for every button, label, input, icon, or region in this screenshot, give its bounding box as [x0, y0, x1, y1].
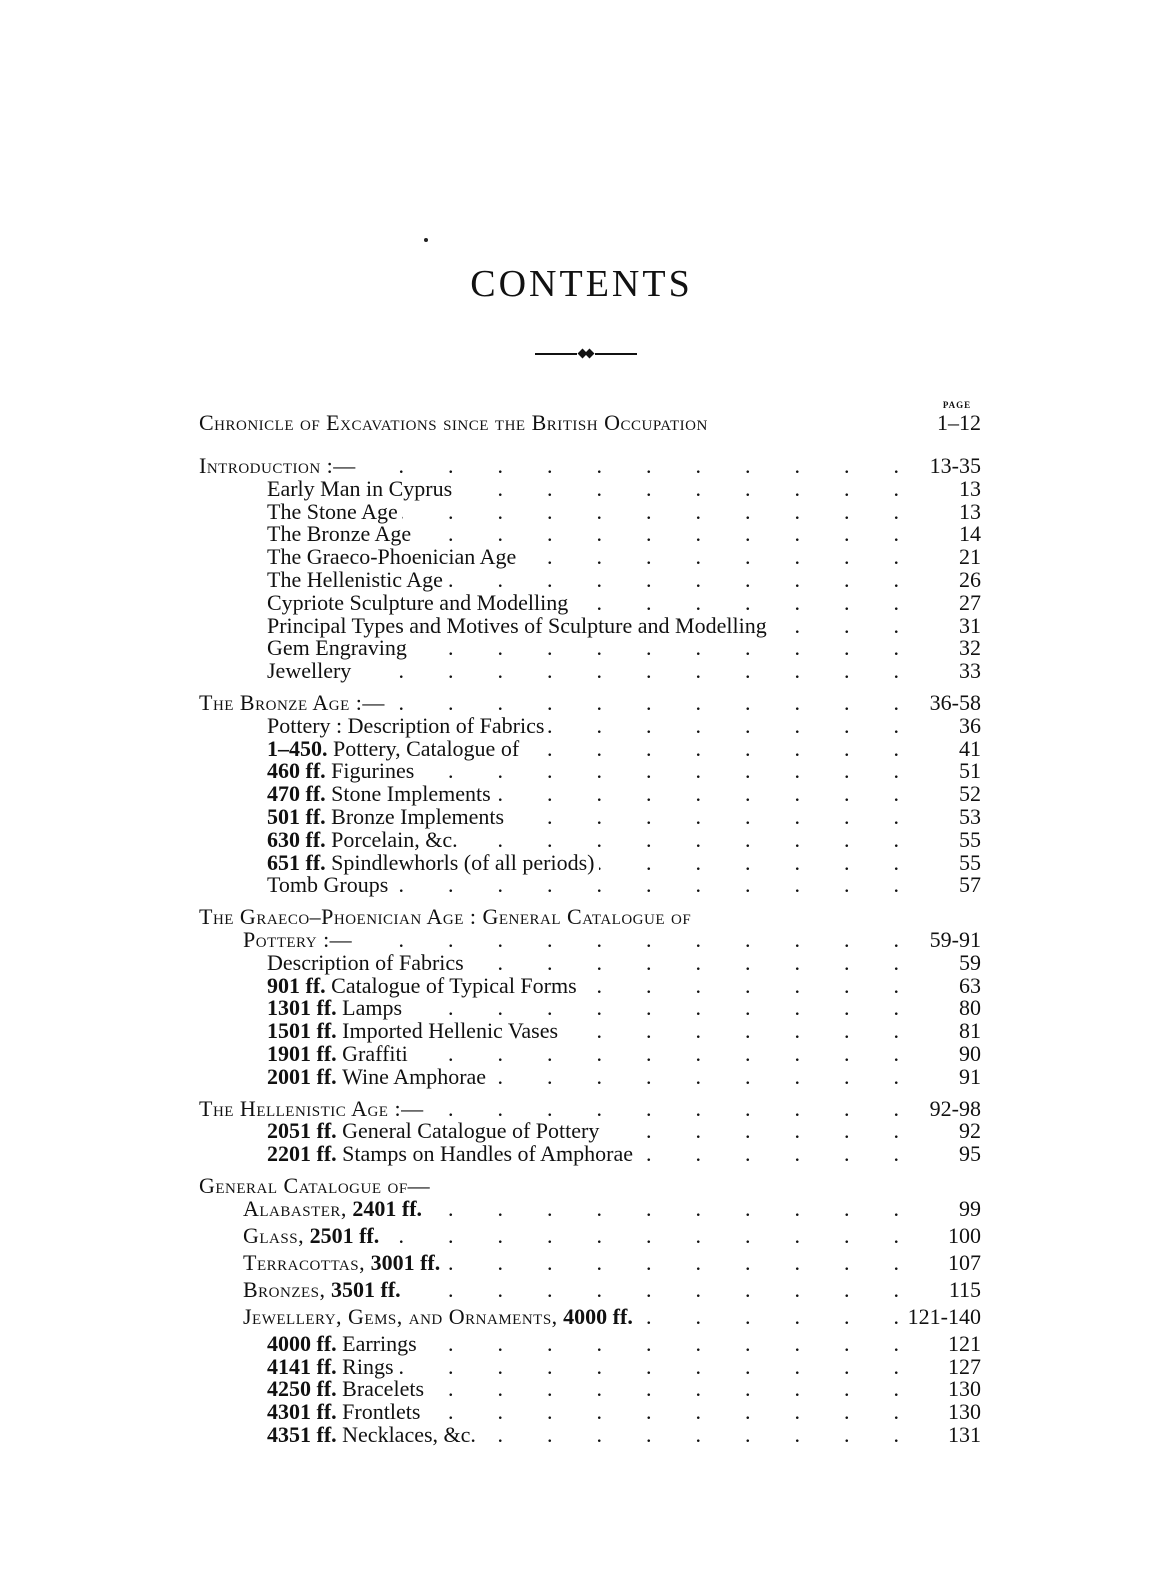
toc-entry: [199, 455, 981, 478]
toc-entry: [199, 874, 981, 897]
catalogue-number: 501 ff.: [267, 803, 332, 829]
toc-entry-text: Cypriote Sculpture and Modelling: [267, 589, 569, 615]
toc-entry-title: [199, 735, 523, 761]
catalogue-number: 4000 ff.: [267, 1330, 343, 1356]
toc-entry: [199, 826, 981, 852]
catalogue-number: 2001 ff.: [267, 1063, 343, 1089]
toc-entry-title: [199, 1353, 398, 1379]
toc-entry-title: [199, 760, 418, 783]
catalogue-number: 3501 ff.: [325, 1276, 401, 1302]
toc-entry: [199, 612, 981, 638]
toc-entry: [199, 546, 981, 569]
page-number: 81: [959, 1018, 981, 1044]
toc-entry-text: Figurines: [331, 758, 415, 784]
toc-entry-title: [199, 1063, 490, 1089]
catalogue-number: 2401 ff.: [346, 1195, 423, 1221]
toc-entry-text: Spindlewhorls (of all periods): [331, 849, 595, 875]
toc-entry-title: [199, 1421, 480, 1447]
toc-entry: [199, 760, 981, 783]
toc-entry-text: Necklaces, &c.: [342, 1421, 476, 1447]
toc-entry: [199, 1303, 981, 1333]
catalogue-number: 1–450.: [267, 735, 333, 761]
page-number: 57: [959, 872, 981, 898]
leader-dots: [581, 975, 899, 998]
toc-entry-title: [199, 1172, 434, 1198]
toc-entry-text: Frontlets: [342, 1399, 421, 1425]
catalogue-number: 2501 ff.: [304, 1222, 380, 1248]
toc-entry: [199, 660, 981, 683]
toc-entry-title: [199, 874, 392, 897]
toc-entry-title: [199, 1120, 603, 1143]
toc-entry: [199, 1249, 981, 1279]
toc-entry-text: Stamps on Handles of Amphorae: [342, 1141, 634, 1167]
toc-entry: [199, 589, 981, 615]
toc-entry-title: [199, 906, 695, 929]
toc-entry-title: [199, 1040, 412, 1066]
toc-entry: [199, 1120, 981, 1143]
toc-entry-text: Jewellery: [267, 658, 352, 684]
toc-entry: [199, 783, 981, 806]
toc-entry-text: Chronicle of Excavations since the British Occupation: [199, 410, 708, 435]
page-number: 130: [948, 1376, 981, 1402]
catalogue-number: 901 ff.: [267, 972, 332, 998]
page-number: 121: [948, 1330, 981, 1356]
catalogue-number: 4351 ff.: [267, 1421, 343, 1447]
toc-entry-text: The Bronze Age: [267, 521, 412, 547]
leader-dots: [424, 1401, 899, 1424]
toc-entry-text: Pottery, Catalogue of: [333, 735, 520, 761]
toc-entry-title: [199, 1095, 428, 1121]
leader-dots: [389, 692, 899, 715]
toc-entry: [199, 1378, 981, 1401]
toc-entry: [199, 1063, 981, 1089]
toc-entry: [199, 1401, 981, 1424]
leader-dots: [548, 715, 899, 738]
toc-entry-title: [199, 803, 508, 829]
page-number: 1–12: [937, 410, 981, 435]
toc-entry-title: [199, 1249, 444, 1275]
toc-entry-title: [199, 546, 520, 569]
toc-entry-title: [199, 612, 771, 638]
page-number: 92: [959, 1118, 981, 1144]
toc-entry: [199, 689, 981, 715]
page-number: 13: [959, 498, 981, 524]
toc-entry: [199, 1143, 981, 1166]
toc-entry: [199, 906, 981, 929]
leader-dots: [411, 637, 899, 660]
page-number: 31: [959, 612, 981, 638]
catalogue-number: 630 ff.: [267, 826, 332, 852]
page-number: 121-140: [907, 1303, 981, 1329]
toc-entry-title: [199, 783, 495, 806]
page-number: 127: [948, 1353, 981, 1379]
toc-entry: [199, 523, 981, 546]
toc-entry: [199, 997, 981, 1020]
catalogue-number: 1901 ff.: [267, 1040, 343, 1066]
toc-entry-text: Principal Types and Motives of Sculpture and Modelling: [267, 612, 767, 638]
toc-entry-text: Terracottas,: [243, 1249, 366, 1275]
toc-entry-text: General Catalogue of Pottery: [342, 1118, 600, 1144]
leader-dots: [523, 738, 899, 761]
page-number: 100: [948, 1222, 981, 1248]
toc-entry-text: Porcelain, &c.: [331, 826, 458, 852]
toc-entry-text: Alabaster,: [243, 1195, 347, 1221]
page-number: 99: [959, 1195, 981, 1221]
toc-entry-title: [199, 826, 462, 852]
catalogue-number: 4301 ff.: [267, 1399, 343, 1425]
catalogue-number: 651 ff.: [267, 849, 332, 875]
page-number: 95: [959, 1141, 981, 1167]
leader-dots: [508, 806, 899, 829]
toc-entry-title: [199, 566, 447, 592]
toc-entry-text: Gem Engraving: [267, 635, 407, 661]
page-number: 26: [959, 566, 981, 592]
toc-entry-text: Jewellery, Gems, and Ornaments,: [243, 1303, 558, 1329]
toc-entry-title: [199, 1303, 637, 1329]
toc-entry-text: Lamps: [342, 995, 403, 1021]
leader-dots: [771, 615, 899, 638]
leader-dots: [637, 1143, 899, 1166]
leader-dots: [392, 874, 899, 897]
page-number: 107: [948, 1249, 981, 1275]
page-number: 36-58: [929, 689, 981, 715]
toc-entry-title: [199, 660, 355, 683]
toc-entry: [199, 1040, 981, 1066]
leader-dots: [480, 1424, 899, 1447]
leader-dots: [405, 1279, 899, 1302]
toc-entry: [199, 949, 981, 975]
toc-entry-title: [199, 926, 356, 952]
leader-dots: [406, 997, 899, 1020]
toc-entry-title: [199, 498, 402, 524]
catalogue-number: 4000 ff.: [557, 1303, 633, 1329]
toc-entry: [199, 849, 981, 875]
catalogue-number: 4250 ff.: [267, 1376, 343, 1402]
page-number: 41: [959, 735, 981, 761]
leader-dots: [426, 1198, 899, 1221]
toc-entry: [199, 1276, 981, 1306]
page-number: 51: [959, 758, 981, 784]
leader-dots: [418, 760, 899, 783]
catalogue-number: 1501 ff.: [267, 1018, 343, 1044]
toc-entry-text: General Catalogue of—: [199, 1172, 431, 1198]
leader-dots: [444, 1252, 899, 1275]
toc-entry-text: The Hellenistic Age: [267, 566, 443, 592]
page-number: 63: [959, 972, 981, 998]
leader-dots: [415, 523, 899, 546]
toc-entry-title: [199, 949, 468, 975]
page-number: 55: [959, 849, 981, 875]
leader-dots: [468, 952, 899, 975]
toc-entry: [199, 412, 981, 446]
leader-dots: [412, 1043, 899, 1066]
toc-entry: [199, 1095, 981, 1121]
toc-entry-text: Wine Amphorae: [342, 1063, 487, 1089]
page-number: 21: [959, 544, 981, 570]
toc-entry-title: [199, 637, 411, 660]
page-number: 52: [959, 781, 981, 807]
toc-entry-text: Pottery :—: [243, 926, 353, 952]
toc-entry: [199, 1195, 981, 1225]
page-number: 27: [959, 589, 981, 615]
toc-entry-title: [199, 972, 581, 998]
page-title: CONTENTS: [470, 263, 693, 305]
leader-dots: [421, 1333, 899, 1356]
toc-entry: [199, 566, 981, 592]
toc-entry-text: Glass,: [243, 1222, 305, 1248]
page-number: 80: [959, 995, 981, 1021]
page-number: 53: [959, 803, 981, 829]
page-number: 90: [959, 1040, 981, 1066]
toc-entry-text: Tomb Groups: [267, 872, 389, 898]
catalogue-number: 2051 ff.: [267, 1118, 343, 1144]
leader-dots: [428, 1378, 899, 1401]
leader-dots: [355, 660, 899, 683]
toc-entry: [199, 712, 981, 738]
toc-entry: [199, 1020, 981, 1043]
toc-entry-text: Introduction :—: [199, 453, 356, 478]
leader-dots: [462, 829, 899, 852]
toc-entry-text: Pottery : Description of Fabrics: [267, 712, 545, 738]
toc-entry: [199, 1222, 981, 1252]
toc-entry: [199, 1421, 981, 1447]
leader-dots: [490, 1066, 899, 1089]
toc-entry-text: Rings: [342, 1353, 394, 1379]
page-number: 33: [959, 658, 981, 684]
toc-entry-text: The Hellenistic Age :—: [199, 1095, 424, 1121]
toc-entry-title: [199, 1330, 421, 1356]
catalogue-number: 470 ff.: [267, 781, 332, 807]
toc-entry-title: [199, 1222, 383, 1248]
toc-entry-text: Imported Hellenic Vases: [342, 1018, 559, 1044]
toc-entry-title: [199, 1195, 426, 1221]
toc-entry-title: [199, 689, 389, 715]
toc-entry-title: [199, 455, 360, 478]
page-number: 130: [948, 1399, 981, 1425]
page-number: 92-98: [929, 1095, 981, 1121]
toc-entry: [199, 735, 981, 761]
page-number: 32: [959, 635, 981, 661]
page-number: 131: [948, 1421, 981, 1447]
page-column-label: PAGE: [942, 400, 972, 410]
toc-entry-text: Earrings: [342, 1330, 417, 1356]
toc-entry: [199, 926, 981, 952]
toc-entry-text: Stone Implements: [331, 781, 491, 807]
page-number: 59: [959, 949, 981, 975]
toc-entry-title: [199, 849, 599, 875]
catalogue-number: 2201 ff.: [267, 1141, 343, 1167]
catalogue-number: 1301 ff.: [267, 995, 343, 1021]
leader-dots: [447, 569, 899, 592]
leader-dots: [603, 1120, 899, 1143]
title-ornament-icon: [535, 348, 637, 360]
toc-entry-text: Bronzes,: [243, 1276, 326, 1302]
toc-entry-title: [199, 997, 406, 1020]
leader-dots: [637, 1306, 899, 1329]
toc-entry-text: Catalogue of Typical Forms: [331, 972, 577, 998]
page-number: 91: [959, 1063, 981, 1089]
toc-entry-text: The Graeco-Phoenician Age: [267, 544, 517, 570]
toc-entry-text: Graffiti: [342, 1040, 408, 1066]
toc-entry-title: [199, 412, 712, 435]
toc-entry-title: [199, 1143, 637, 1166]
stray-mark: [424, 238, 428, 242]
toc-entry-text: The Bronze Age :—: [199, 689, 385, 715]
leader-dots: [495, 783, 899, 806]
page-number: 14: [959, 521, 981, 547]
toc-entry-text: Early Man in Cyprus: [267, 475, 453, 501]
page-number: 13-35: [929, 453, 981, 478]
toc-entry-title: [199, 1378, 428, 1401]
page-number: 115: [948, 1276, 981, 1302]
leader-dots: [428, 1098, 899, 1121]
toc-entry: [199, 1353, 981, 1379]
page-number: 55: [959, 826, 981, 852]
toc-entry-text: Bronze Implements: [331, 803, 505, 829]
toc-entry: [199, 1172, 981, 1198]
toc-entry-text: Description of Fabrics: [267, 949, 464, 975]
toc-entry-title: [199, 589, 572, 615]
toc-entry-title: [199, 1020, 562, 1043]
toc-entry: [199, 803, 981, 829]
toc-entry-title: [199, 475, 456, 501]
toc-entry-text: Bracelets: [342, 1376, 425, 1402]
catalogue-number: 4141 ff.: [267, 1353, 343, 1379]
catalogue-number: 3001 ff.: [365, 1249, 441, 1275]
toc-entry: [199, 637, 981, 660]
leader-dots: [520, 546, 899, 569]
leader-dots: [456, 478, 899, 501]
toc-entry-text: The Stone Age: [267, 498, 398, 524]
leader-dots: [360, 455, 899, 478]
leader-dots: [402, 501, 899, 524]
leader-dots: [398, 1356, 899, 1379]
toc-entry: [199, 498, 981, 524]
table-of-contents: [199, 412, 981, 1447]
toc-entry-text: The Graeco–Phoenician Age : General Catalogue of: [199, 904, 692, 930]
page-number: 13: [959, 475, 981, 501]
toc-entry-title: [199, 1401, 424, 1424]
leader-dots: [562, 1020, 899, 1043]
leader-dots: [599, 852, 899, 875]
page-number: 36: [959, 712, 981, 738]
toc-entry: [199, 972, 981, 998]
toc-entry-title: [199, 1276, 405, 1302]
leader-dots: [356, 929, 899, 952]
leader-dots: [383, 1225, 899, 1248]
toc-entry-title: [199, 712, 548, 738]
toc-entry: [199, 1330, 981, 1356]
page-number: 59-91: [929, 926, 981, 952]
leader-dots: [572, 592, 899, 615]
toc-entry-title: [199, 523, 415, 546]
toc-entry: [199, 475, 981, 501]
catalogue-number: 460 ff.: [267, 758, 332, 784]
